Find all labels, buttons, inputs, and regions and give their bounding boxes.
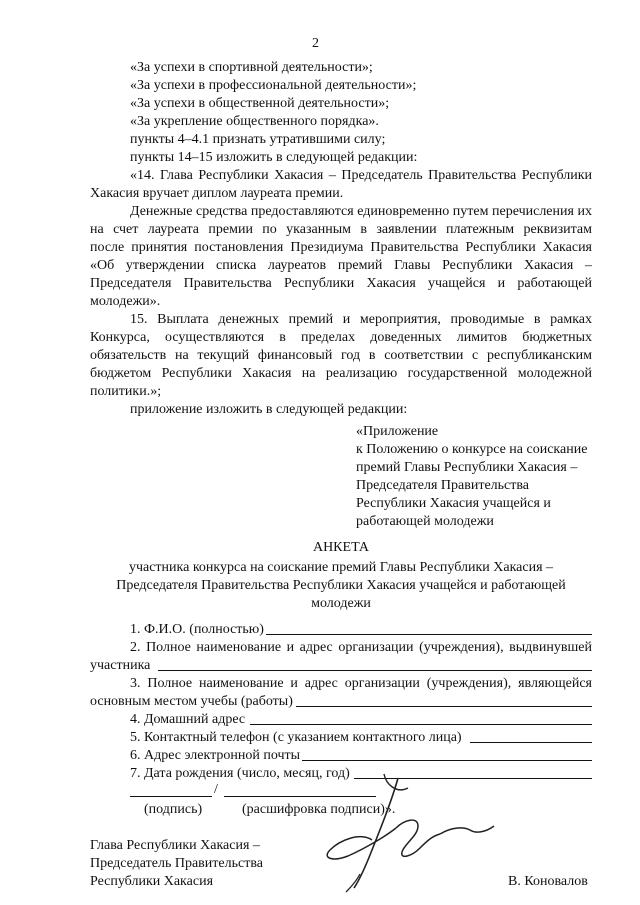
body-line: бюджетом Республики Хакасия на реализацию государственной молодежной: [90, 366, 592, 381]
body-line: «14. Глава Республики Хакасия – Председатель Правительства Республики: [130, 168, 592, 183]
form-field-label: 3. Полное наименование и адрес организации (учреждения), являющейся: [130, 676, 592, 691]
appendix-line: «Приложение: [356, 424, 439, 439]
form-field-label: 1. Ф.И.О. (полностью): [130, 622, 264, 637]
body-line: «Об утверждении списка лауреатов премий Главы Республики Хакасия –: [90, 258, 592, 273]
official-position: Глава Республики Хакасия –: [90, 838, 260, 853]
body-line: пункты 14–15 изложить в следующей редакции:: [130, 150, 418, 165]
appendix-line: Республики Хакасия учащейся и: [356, 496, 551, 511]
body-line: обязательств на текущий финансовый год в соответствии с республиканским: [90, 348, 592, 363]
study-place-field-line[interactable]: [296, 694, 592, 707]
body-line: на счет лауреата премии по указанным в заявлении платежным реквизитам: [90, 222, 592, 237]
official-position: Председатель Правительства: [90, 856, 263, 871]
page-number: 2: [312, 36, 319, 51]
handwritten-signature: [300, 770, 500, 895]
appendix-line: к Положению о конкурсе на соискание: [356, 442, 588, 457]
appendix-line: премий Главы Республики Хакасия –: [356, 460, 578, 475]
signature-slash: /: [214, 782, 218, 797]
body-line: «За успехи в общественной деятельности»;: [130, 96, 390, 111]
body-line: Председателя Правительства Республики Хакасия учащейся и работающей: [90, 276, 592, 291]
signature-field-line[interactable]: [130, 784, 212, 797]
body-line: пункты 4–4.1 признать утратившими силу;: [130, 132, 386, 147]
form-subtitle: участника конкурса на соискание премий Главы Республики Хакасия –: [128, 560, 554, 575]
form-subtitle: Председателя Правительства Республики Хакасия учащейся и работающей: [116, 578, 566, 593]
form-field-label: 6. Адрес электронной почты: [130, 748, 301, 763]
official-name: В. Коновалов: [508, 874, 588, 889]
signature-label: (подпись): [144, 802, 203, 817]
body-line: Хакасия вручает диплом лауреата премии.: [90, 186, 344, 201]
official-position: Республики Хакасия: [90, 874, 214, 889]
body-line: «За успехи в спортивной деятельности»;: [130, 60, 373, 75]
body-line: 15. Выплата денежных премий и мероприятия, проводимые в рамках: [130, 312, 592, 327]
appendix-line: Председателя Правительства: [356, 478, 530, 493]
form-field-label: основным местом учебы (работы): [90, 694, 293, 709]
body-line: после принятия постановления Президиума Правительства Республики Хакасия: [90, 240, 592, 255]
fio-field-line[interactable]: [266, 622, 592, 635]
form-field-label: участника: [90, 658, 151, 673]
form-title: АНКЕТА: [312, 540, 370, 555]
appendix-line: работающей молодежи: [356, 514, 494, 529]
form-field-label: 2. Полное наименование и адрес организации (учреждения), выдвинувшей: [130, 640, 592, 655]
form-field-label: 7. Дата рождения (число, месяц, год): [130, 766, 350, 781]
body-line: «За укрепление общественного порядка».: [130, 114, 379, 129]
email-field-line[interactable]: [302, 748, 592, 761]
form-subtitle: молодежи: [311, 596, 371, 611]
form-field-label: 5. Контактный телефон (с указанием контактного лица): [130, 730, 462, 745]
body-line: политики.»;: [90, 384, 162, 399]
body-line: приложение изложить в следующей редакции:: [130, 402, 408, 417]
body-line: Конкурса, осуществляются в пределах доведенных лимитов бюджетных: [90, 330, 592, 345]
phone-field-line[interactable]: [470, 730, 592, 743]
form-field-label: 4. Домашний адрес: [130, 712, 246, 727]
home-address-field-line[interactable]: [250, 712, 592, 725]
nominating-org-field-line[interactable]: [158, 658, 592, 671]
body-line: Денежные средства предоставляются единовременно путем перечисления их: [130, 204, 592, 219]
signature-decoding-label: (расшифровка подписи)».: [242, 802, 396, 817]
body-line: «За успехи в профессиональной деятельности»;: [130, 78, 417, 93]
body-line: молодежи».: [90, 294, 161, 309]
